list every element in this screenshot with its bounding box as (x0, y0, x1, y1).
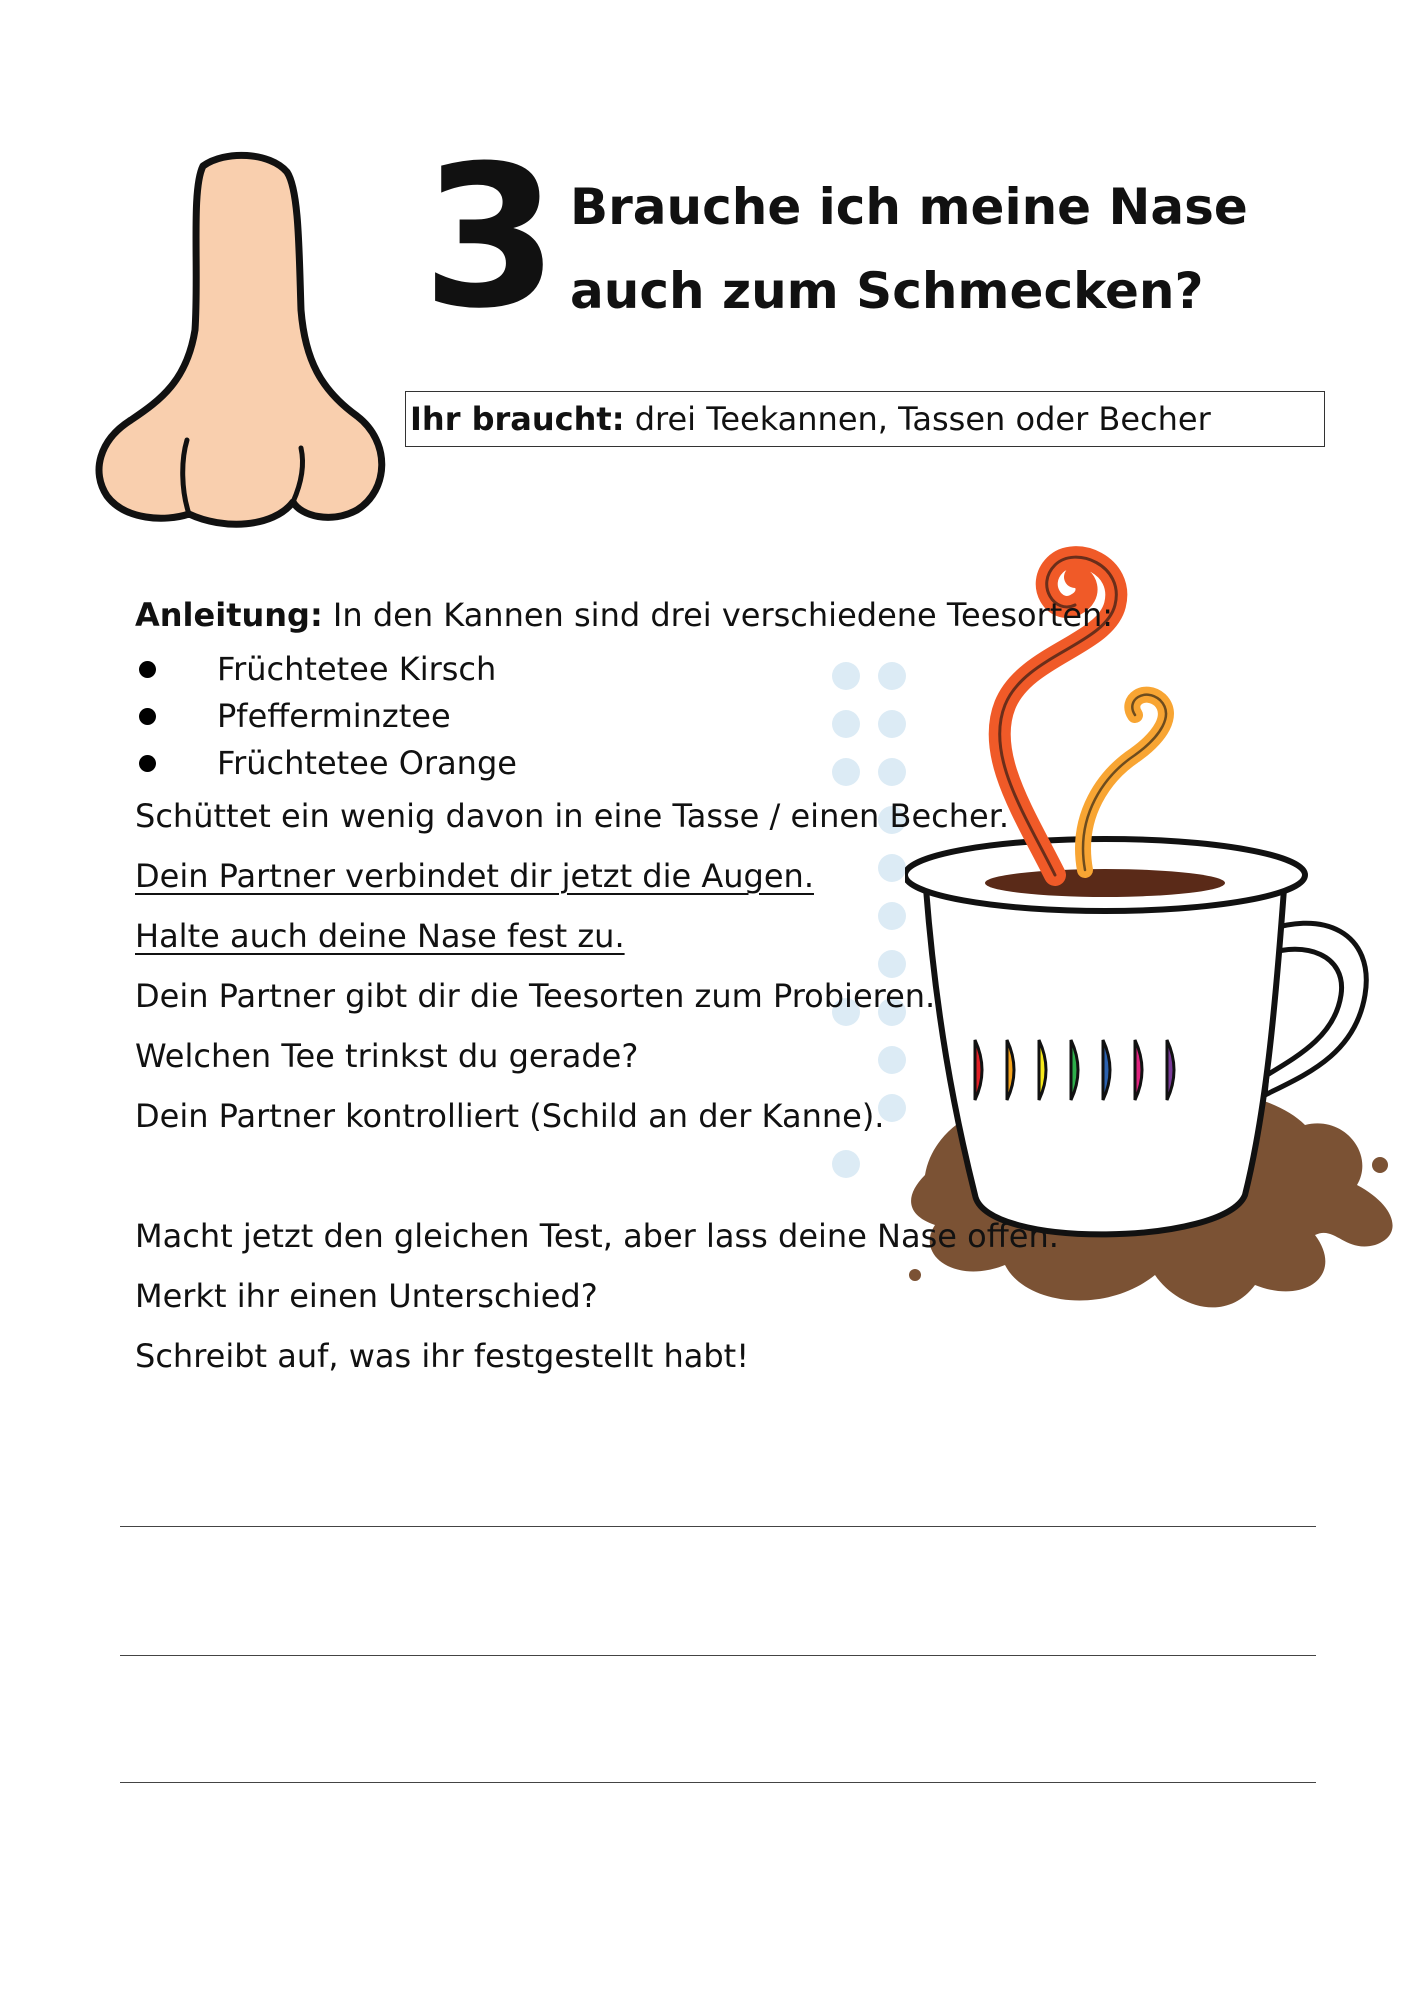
materials-box (405, 391, 1325, 447)
writing-line[interactable] (120, 1655, 1316, 1656)
page-title: Brauche ich meine Nase auch zum Schmecken? (570, 178, 1248, 320)
instruction-line: Dein Partner kontrolliert (Schild an der Kanne). (135, 1097, 885, 1135)
instruction-line: Schüttet ein wenig davon in eine Tasse / einen Becher. (135, 797, 1010, 835)
materials-text: drei Teekannen, Tassen oder Becher (624, 400, 1211, 438)
instructions-label: Anleitung: (135, 596, 323, 634)
instructions-intro-text: In den Kannen sind drei verschiedene Teesorten: (322, 596, 1114, 634)
tea-list (135, 646, 1285, 787)
instruction-line: Welchen Tee trinkst du gerade? (135, 1037, 639, 1075)
instructions (135, 590, 1285, 1391)
list-item: Pfefferminztee (135, 693, 1285, 740)
instruction-line: Schreibt auf, was ihr festgestellt habt! (135, 1337, 750, 1375)
station-number: 3 (422, 124, 555, 352)
nose-shape (99, 155, 382, 524)
instruction-line: Merkt ihr einen Unterschied? (135, 1277, 598, 1315)
writing-line[interactable] (120, 1782, 1316, 1783)
instruction-line-underlined: Dein Partner verbindet dir jetzt die Augen. (135, 857, 814, 895)
instruction-line: Dein Partner gibt dir die Teesorten zum Probieren. (135, 977, 936, 1015)
instructions-intro (135, 590, 1285, 650)
instruction-line: Macht jetzt den gleichen Test, aber lass deine Nase offen. (135, 1217, 1059, 1255)
list-item: Früchtetee Kirsch (135, 646, 1285, 693)
materials-label: Ihr braucht: (410, 400, 625, 438)
list-item: Früchtetee Orange (135, 740, 1285, 787)
nose-illustration (95, 150, 395, 530)
writing-line[interactable] (120, 1526, 1316, 1527)
instruction-line-underlined: Halte auch deine Nase fest zu. (135, 917, 625, 955)
